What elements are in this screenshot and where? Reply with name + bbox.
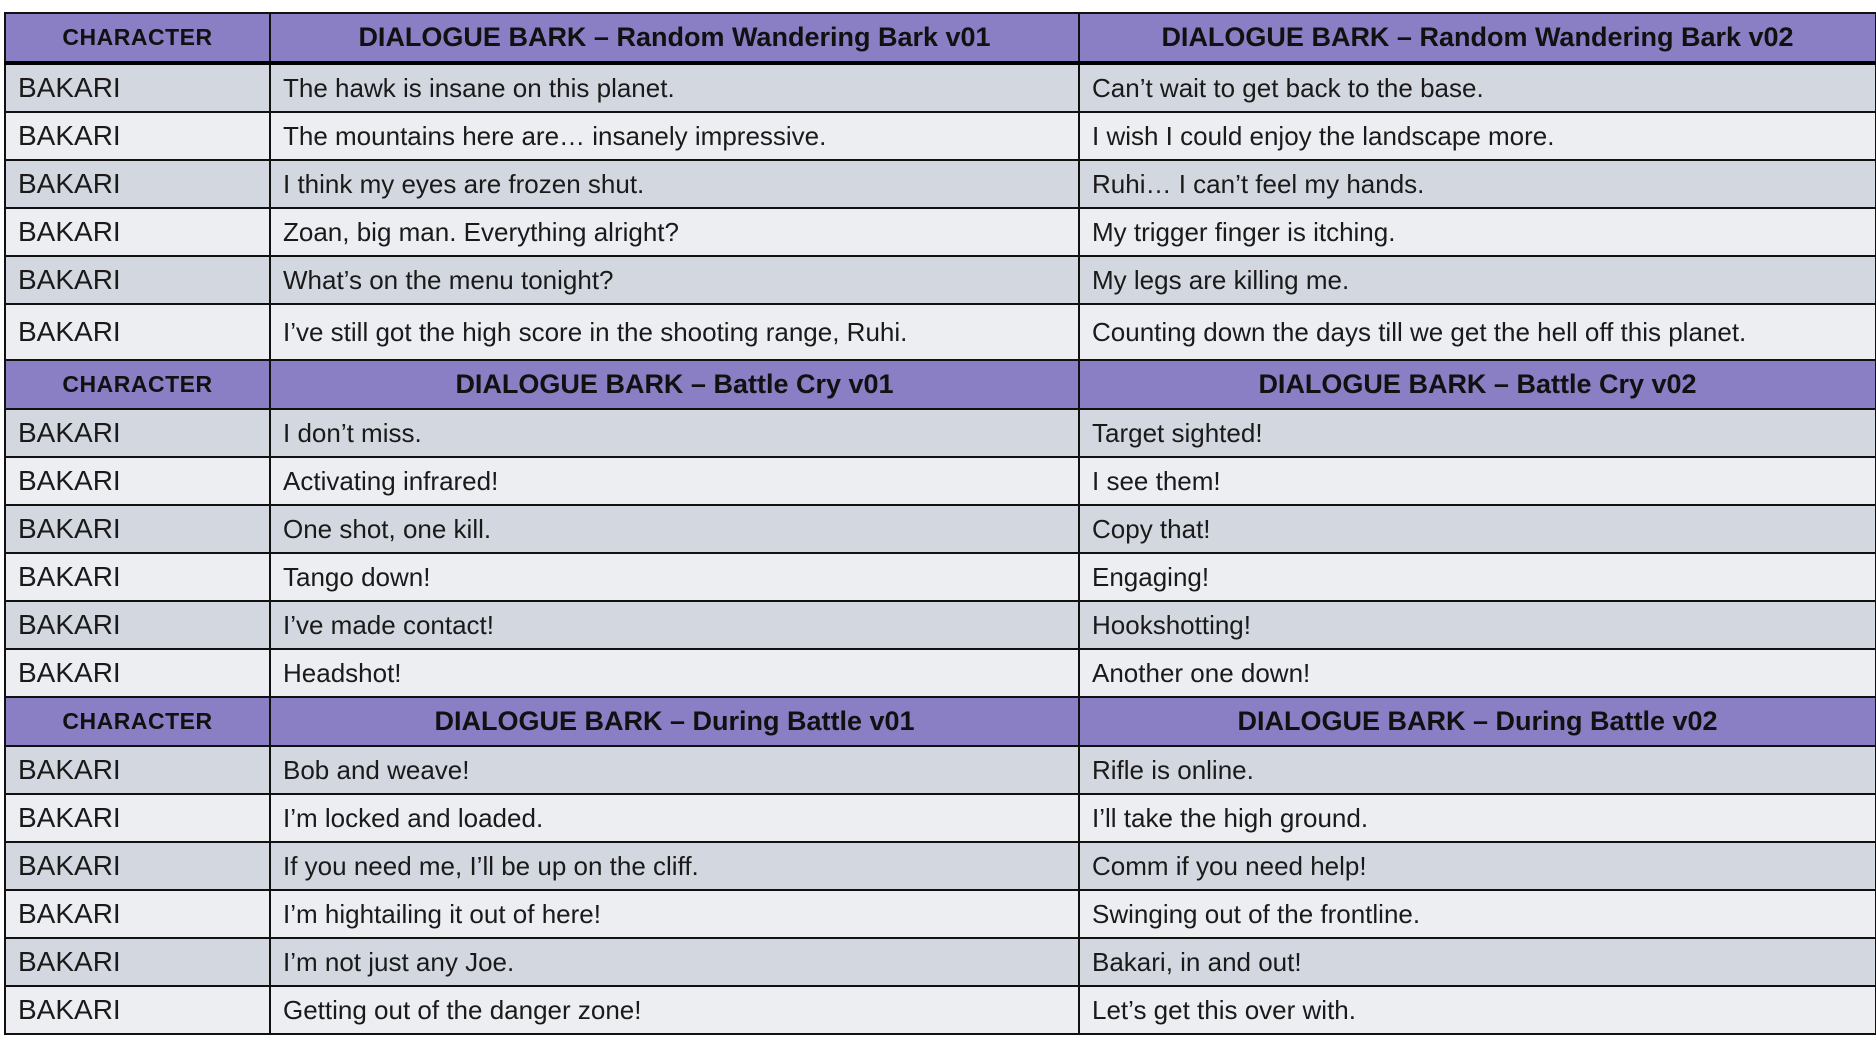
character-header: CHARACTER	[5, 13, 270, 63]
bark-v01-cell: Headshot!	[270, 649, 1079, 697]
bark-v01-cell: What’s on the menu tonight?	[270, 256, 1079, 304]
bark-v01-cell: The mountains here are… insanely impressive.	[270, 112, 1079, 160]
table-row	[5, 304, 1876, 360]
section-header-random-wandering	[5, 13, 1876, 63]
bark-v01-cell: I’ve still got the high score in the shooting range, Ruhi.	[270, 304, 1079, 360]
table-row	[5, 208, 1876, 256]
table-row	[5, 601, 1876, 649]
table-row	[5, 649, 1876, 697]
table-row	[5, 160, 1876, 208]
table-row	[5, 938, 1876, 986]
bark-v02-header: DIALOGUE BARK – Battle Cry v02	[1079, 360, 1876, 409]
bark-v02-cell: Ruhi… I can’t feel my hands.	[1079, 160, 1876, 208]
bark-v02-cell: Another one down!	[1079, 649, 1876, 697]
bark-v02-cell: I’ll take the high ground.	[1079, 794, 1876, 842]
bark-v01-header: DIALOGUE BARK – Battle Cry v01	[270, 360, 1079, 409]
character-cell: BAKARI	[5, 409, 270, 457]
bark-v01-cell: Tango down!	[270, 553, 1079, 601]
character-cell: BAKARI	[5, 649, 270, 697]
character-header: CHARACTER	[5, 360, 270, 409]
bark-v02-header: DIALOGUE BARK – Random Wandering Bark v02	[1079, 13, 1876, 63]
table-row	[5, 505, 1876, 553]
bark-v01-cell: I think my eyes are frozen shut.	[270, 160, 1079, 208]
bark-v01-cell: I’m locked and loaded.	[270, 794, 1079, 842]
bark-v01-cell: Zoan, big man. Everything alright?	[270, 208, 1079, 256]
bark-v01-cell: Getting out of the danger zone!	[270, 986, 1079, 1034]
bark-v02-cell: Target sighted!	[1079, 409, 1876, 457]
dialogue-sheet	[4, 12, 1875, 1035]
character-cell: BAKARI	[5, 63, 270, 112]
bark-v01-cell: I don’t miss.	[270, 409, 1079, 457]
section-header-during-battle	[5, 697, 1876, 746]
character-cell: BAKARI	[5, 938, 270, 986]
bark-v01-cell: The hawk is insane on this planet.	[270, 63, 1079, 112]
bark-v01-cell: One shot, one kill.	[270, 505, 1079, 553]
bark-v02-cell: Let’s get this over with.	[1079, 986, 1876, 1034]
bark-v01-cell: Bob and weave!	[270, 746, 1079, 794]
bark-v02-cell: My trigger finger is itching.	[1079, 208, 1876, 256]
bark-v02-cell: Rifle is online.	[1079, 746, 1876, 794]
bark-v02-cell: Counting down the days till we get the hell off this planet.	[1079, 304, 1876, 360]
table-row	[5, 890, 1876, 938]
bark-v02-cell: I wish I could enjoy the landscape more.	[1079, 112, 1876, 160]
character-cell: BAKARI	[5, 746, 270, 794]
bark-v02-header: DIALOGUE BARK – During Battle v02	[1079, 697, 1876, 746]
character-header: CHARACTER	[5, 697, 270, 746]
character-cell: BAKARI	[5, 505, 270, 553]
bark-v02-cell: Copy that!	[1079, 505, 1876, 553]
section-header-battle-cry	[5, 360, 1876, 409]
table-row	[5, 457, 1876, 505]
bark-v02-cell: I see them!	[1079, 457, 1876, 505]
character-cell: BAKARI	[5, 160, 270, 208]
bark-v01-cell: Activating infrared!	[270, 457, 1079, 505]
dialogue-bark-table	[4, 12, 1876, 1035]
character-cell: BAKARI	[5, 553, 270, 601]
character-cell: BAKARI	[5, 794, 270, 842]
table-row	[5, 256, 1876, 304]
character-cell: BAKARI	[5, 256, 270, 304]
character-cell: BAKARI	[5, 457, 270, 505]
table-row	[5, 986, 1876, 1034]
character-cell: BAKARI	[5, 890, 270, 938]
bark-v01-header: DIALOGUE BARK – During Battle v01	[270, 697, 1079, 746]
bark-v02-cell: Bakari, in and out!	[1079, 938, 1876, 986]
character-cell: BAKARI	[5, 601, 270, 649]
bark-v01-cell: I’m not just any Joe.	[270, 938, 1079, 986]
character-cell: BAKARI	[5, 112, 270, 160]
bark-v01-cell: I’ve made contact!	[270, 601, 1079, 649]
bark-v02-cell: Comm if you need help!	[1079, 842, 1876, 890]
table-row	[5, 553, 1876, 601]
bark-v01-cell: I’m hightailing it out of here!	[270, 890, 1079, 938]
bark-v02-cell: Swinging out of the frontline.	[1079, 890, 1876, 938]
character-cell: BAKARI	[5, 304, 270, 360]
bark-v02-cell: Can’t wait to get back to the base.	[1079, 63, 1876, 112]
table-row	[5, 112, 1876, 160]
table-row	[5, 794, 1876, 842]
character-cell: BAKARI	[5, 842, 270, 890]
bark-v02-cell: Hookshotting!	[1079, 601, 1876, 649]
bark-v01-header: DIALOGUE BARK – Random Wandering Bark v01	[270, 13, 1079, 63]
character-cell: BAKARI	[5, 208, 270, 256]
table-row	[5, 746, 1876, 794]
table-row	[5, 842, 1876, 890]
table-row	[5, 409, 1876, 457]
bark-v02-cell: My legs are killing me.	[1079, 256, 1876, 304]
table-row	[5, 63, 1876, 112]
bark-v02-cell: Engaging!	[1079, 553, 1876, 601]
bark-v01-cell: If you need me, I’ll be up on the cliff.	[270, 842, 1079, 890]
character-cell: BAKARI	[5, 986, 270, 1034]
